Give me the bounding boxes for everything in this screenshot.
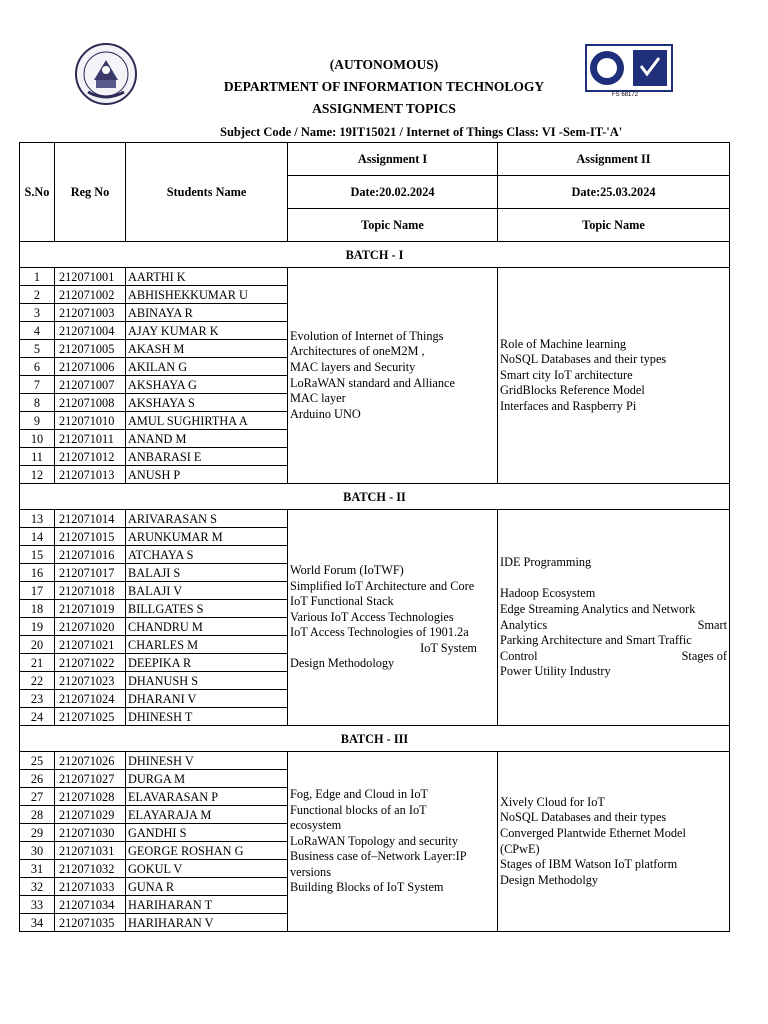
register-number: 212071007: [55, 376, 126, 394]
serial-number: 15: [20, 546, 55, 564]
serial-number: 34: [20, 914, 55, 932]
student-name: BALAJI S: [126, 564, 288, 582]
topic-line: Architectures of oneM2M ,: [290, 344, 425, 359]
topic-line: IDE Programming: [500, 555, 592, 570]
register-number: 212071013: [55, 466, 126, 484]
topic-line: Role of Machine learning: [500, 336, 627, 351]
topic-line: ecosystem: [290, 818, 342, 833]
batch-row: [20, 484, 730, 510]
serial-number: 23: [20, 690, 55, 708]
serial-number: 12: [20, 466, 55, 484]
topic-line: Functional blocks of an IoT: [290, 802, 427, 817]
col-reg-header: Reg No: [55, 143, 126, 242]
serial-number: 26: [20, 770, 55, 788]
student-name: GANDHI S: [126, 824, 288, 842]
student-name: DHINESH V: [126, 752, 288, 770]
register-number: 212071010: [55, 412, 126, 430]
assignment-table: [19, 142, 730, 932]
batch-title: BATCH - III: [20, 726, 730, 752]
student-name: HARIHARAN V: [126, 914, 288, 932]
student-name: CHANDRU M: [126, 618, 288, 636]
student-name: ABINAYA R: [126, 304, 288, 322]
topic-line: Xively Cloud for IoT: [500, 794, 605, 809]
register-number: 212071017: [55, 564, 126, 582]
register-number: 212071028: [55, 788, 126, 806]
serial-number: 25: [20, 752, 55, 770]
topic-line: Arduino UNO: [290, 406, 361, 421]
topic-line: Design Methodology: [290, 656, 395, 671]
register-number: 212071016: [55, 546, 126, 564]
serial-number: 8: [20, 394, 55, 412]
serial-number: 11: [20, 448, 55, 466]
student-name: ANAND M: [126, 430, 288, 448]
serial-number: 20: [20, 636, 55, 654]
serial-number: 5: [20, 340, 55, 358]
student-name: ABHISHEKKUMAR U: [126, 286, 288, 304]
register-number: 212071005: [55, 340, 126, 358]
topic-line: Various IoT Access Technologies: [290, 609, 454, 624]
student-name: DEEPIKA R: [126, 654, 288, 672]
assignment-2-date: Date:25.03.2024: [498, 176, 730, 209]
register-number: 212071015: [55, 528, 126, 546]
serial-number: 18: [20, 600, 55, 618]
serial-number: 10: [20, 430, 55, 448]
register-number: 212071024: [55, 690, 126, 708]
assignment-2-topics: [498, 268, 730, 484]
topic-line: GridBlocks Reference Model: [500, 383, 645, 398]
topic-line: MAC layers and Security: [290, 359, 416, 374]
topic-line: [500, 571, 727, 587]
batch-row: [20, 242, 730, 268]
serial-number: 7: [20, 376, 55, 394]
register-number: 212071029: [55, 806, 126, 824]
topic-line-part: Stages of: [681, 648, 727, 663]
subject-line: Subject Code / Name: 19IT15021 / Internet of Things Class: VI -Sem-IT-'A': [220, 125, 623, 139]
serial-number: 21: [20, 654, 55, 672]
register-number: 212071014: [55, 510, 126, 528]
student-name: GOKUL V: [126, 860, 288, 878]
assignment-1-topics: [288, 510, 498, 726]
topic-line: Hadoop Ecosystem: [500, 586, 596, 601]
serial-number: 33: [20, 896, 55, 914]
department-heading: DEPARTMENT OF INFORMATION TECHNOLOGY: [223, 79, 545, 94]
assignment-2-header: Assignment II: [498, 143, 730, 176]
serial-number: 27: [20, 788, 55, 806]
topic-line: Parking Architecture and Smart Traffic: [500, 633, 692, 648]
assignment-topics-heading: ASSIGNMENT TOPICS: [312, 101, 456, 116]
assignment-1-header: Assignment I: [288, 143, 498, 176]
topic-line: World Forum (IoTWF): [290, 562, 404, 577]
topic-line: (CPwE): [500, 841, 540, 856]
topic-line: Fog, Edge and Cloud in IoT: [290, 786, 428, 801]
student-name: DHARANI V: [126, 690, 288, 708]
table-row: [20, 510, 730, 528]
col-name-header: Students Name: [126, 143, 288, 242]
topic-line: Stages of IBM Watson IoT platform: [500, 857, 678, 872]
topic-line-part: Control: [500, 648, 538, 663]
serial-number: 4: [20, 322, 55, 340]
topic-line: Design Methodolgy: [500, 872, 599, 887]
student-name: DURGA M: [126, 770, 288, 788]
register-number: 212071006: [55, 358, 126, 376]
serial-number: 14: [20, 528, 55, 546]
col-sno-header: S.No: [20, 143, 55, 242]
assignment-2-topic-header: Topic Name: [498, 209, 730, 242]
student-name: ELAYARAJA M: [126, 806, 288, 824]
register-number: 212071034: [55, 896, 126, 914]
student-name: ELAVARASAN P: [126, 788, 288, 806]
serial-number: 32: [20, 878, 55, 896]
serial-number: 1: [20, 268, 55, 286]
register-number: 212071026: [55, 752, 126, 770]
topic-line: LoRaWAN standard and Alliance: [290, 375, 455, 390]
serial-number: 6: [20, 358, 55, 376]
student-name: DHANUSH S: [126, 672, 288, 690]
serial-number: 31: [20, 860, 55, 878]
register-number: 212071025: [55, 708, 126, 726]
assignment-1-date: Date:20.02.2024: [288, 176, 498, 209]
student-name: HARIHARAN T: [126, 896, 288, 914]
serial-number: 17: [20, 582, 55, 600]
register-number: 212071021: [55, 636, 126, 654]
topic-line: Business case of–Network Layer:IP: [290, 849, 467, 864]
serial-number: 9: [20, 412, 55, 430]
student-name: ANBARASI E: [126, 448, 288, 466]
register-number: 212071020: [55, 618, 126, 636]
table-body: [20, 242, 730, 932]
register-number: 212071035: [55, 914, 126, 932]
topic-line: versions: [290, 864, 331, 879]
topic-line: [500, 618, 727, 634]
batch-title: BATCH - II: [20, 484, 730, 510]
topic-line-part: Smart: [697, 617, 727, 632]
serial-number: 22: [20, 672, 55, 690]
topic-line: MAC layer: [290, 391, 346, 406]
topic-line: NoSQL Databases and their types: [500, 810, 667, 825]
student-name: AKSHAYA G: [126, 376, 288, 394]
topic-line: Power Utility Industry: [500, 664, 611, 679]
assignment-1-topics: [288, 752, 498, 932]
batch-title: BATCH - I: [20, 242, 730, 268]
serial-number: 30: [20, 842, 55, 860]
certification-number: FS 68172: [612, 92, 639, 98]
student-name: AKASH M: [126, 340, 288, 358]
register-number: 212071001: [55, 268, 126, 286]
student-name: ARUNKUMAR M: [126, 528, 288, 546]
serial-number: 13: [20, 510, 55, 528]
serial-number: 24: [20, 708, 55, 726]
topic-line: NoSQL Databases and their types: [500, 352, 667, 367]
assignment-1-topic-header: Topic Name: [288, 209, 498, 242]
topic-line: Interfaces and Raspberry Pi: [500, 398, 637, 413]
assignment-1-topics: [288, 268, 498, 484]
serial-number: 28: [20, 806, 55, 824]
autonomous-heading: (AUTONOMOUS): [329, 57, 439, 72]
student-name: GEORGE ROSHAN G: [126, 842, 288, 860]
topic-line: IoT Access Technologies of 1901.2a: [290, 625, 469, 640]
register-number: 212071027: [55, 770, 126, 788]
student-name: ANUSH P: [126, 466, 288, 484]
serial-number: 29: [20, 824, 55, 842]
student-name: BALAJI V: [126, 582, 288, 600]
table-row: [20, 268, 730, 286]
register-number: 212071030: [55, 824, 126, 842]
batch-row: [20, 726, 730, 752]
register-number: 212071012: [55, 448, 126, 466]
topic-line: IoT Functional Stack: [290, 594, 394, 609]
student-name: DHINESH T: [126, 708, 288, 726]
student-name: BILLGATES S: [126, 600, 288, 618]
topic-line: Edge Streaming Analytics and Network: [500, 601, 696, 616]
register-number: 212071008: [55, 394, 126, 412]
student-name: ATCHAYA S: [126, 546, 288, 564]
register-number: 212071003: [55, 304, 126, 322]
register-number: 212071004: [55, 322, 126, 340]
serial-number: 2: [20, 286, 55, 304]
register-number: 212071023: [55, 672, 126, 690]
topic-line: [500, 649, 727, 665]
register-number: 212071033: [55, 878, 126, 896]
table-row: [20, 752, 730, 770]
register-number: 212071002: [55, 286, 126, 304]
student-name: AKSHAYA S: [126, 394, 288, 412]
assignment-2-topics: [498, 752, 730, 932]
register-number: 212071018: [55, 582, 126, 600]
topic-line: Building Blocks of IoT System: [290, 880, 444, 895]
serial-number: 3: [20, 304, 55, 322]
student-name: AMUL SUGHIRTHA A: [126, 412, 288, 430]
topic-line: IoT System: [420, 640, 477, 655]
student-name: ARIVARASAN S: [126, 510, 288, 528]
topic-line-part: Analytics: [500, 617, 548, 632]
student-name: AJAY KUMAR K: [126, 322, 288, 340]
serial-number: 16: [20, 564, 55, 582]
student-name: AARTHI K: [126, 268, 288, 286]
topic-line: Smart city IoT architecture: [500, 367, 633, 382]
register-number: 212071022: [55, 654, 126, 672]
assignment-2-topics: [498, 510, 730, 726]
topic-line: LoRaWAN Topology and security: [290, 833, 458, 848]
register-number: 212071031: [55, 842, 126, 860]
register-number: 212071019: [55, 600, 126, 618]
topic-line: Converged Plantwide Ethernet Model: [500, 825, 686, 840]
topic-line: Simplified IoT Architecture and Core: [290, 578, 475, 593]
student-name: AKILAN G: [126, 358, 288, 376]
register-number: 212071011: [55, 430, 126, 448]
college-seal-logo: [74, 42, 138, 106]
serial-number: 19: [20, 618, 55, 636]
student-name: CHARLES M: [126, 636, 288, 654]
topic-line: Evolution of Internet of Things: [290, 328, 444, 343]
register-number: 212071032: [55, 860, 126, 878]
student-name: GUNA R: [126, 878, 288, 896]
